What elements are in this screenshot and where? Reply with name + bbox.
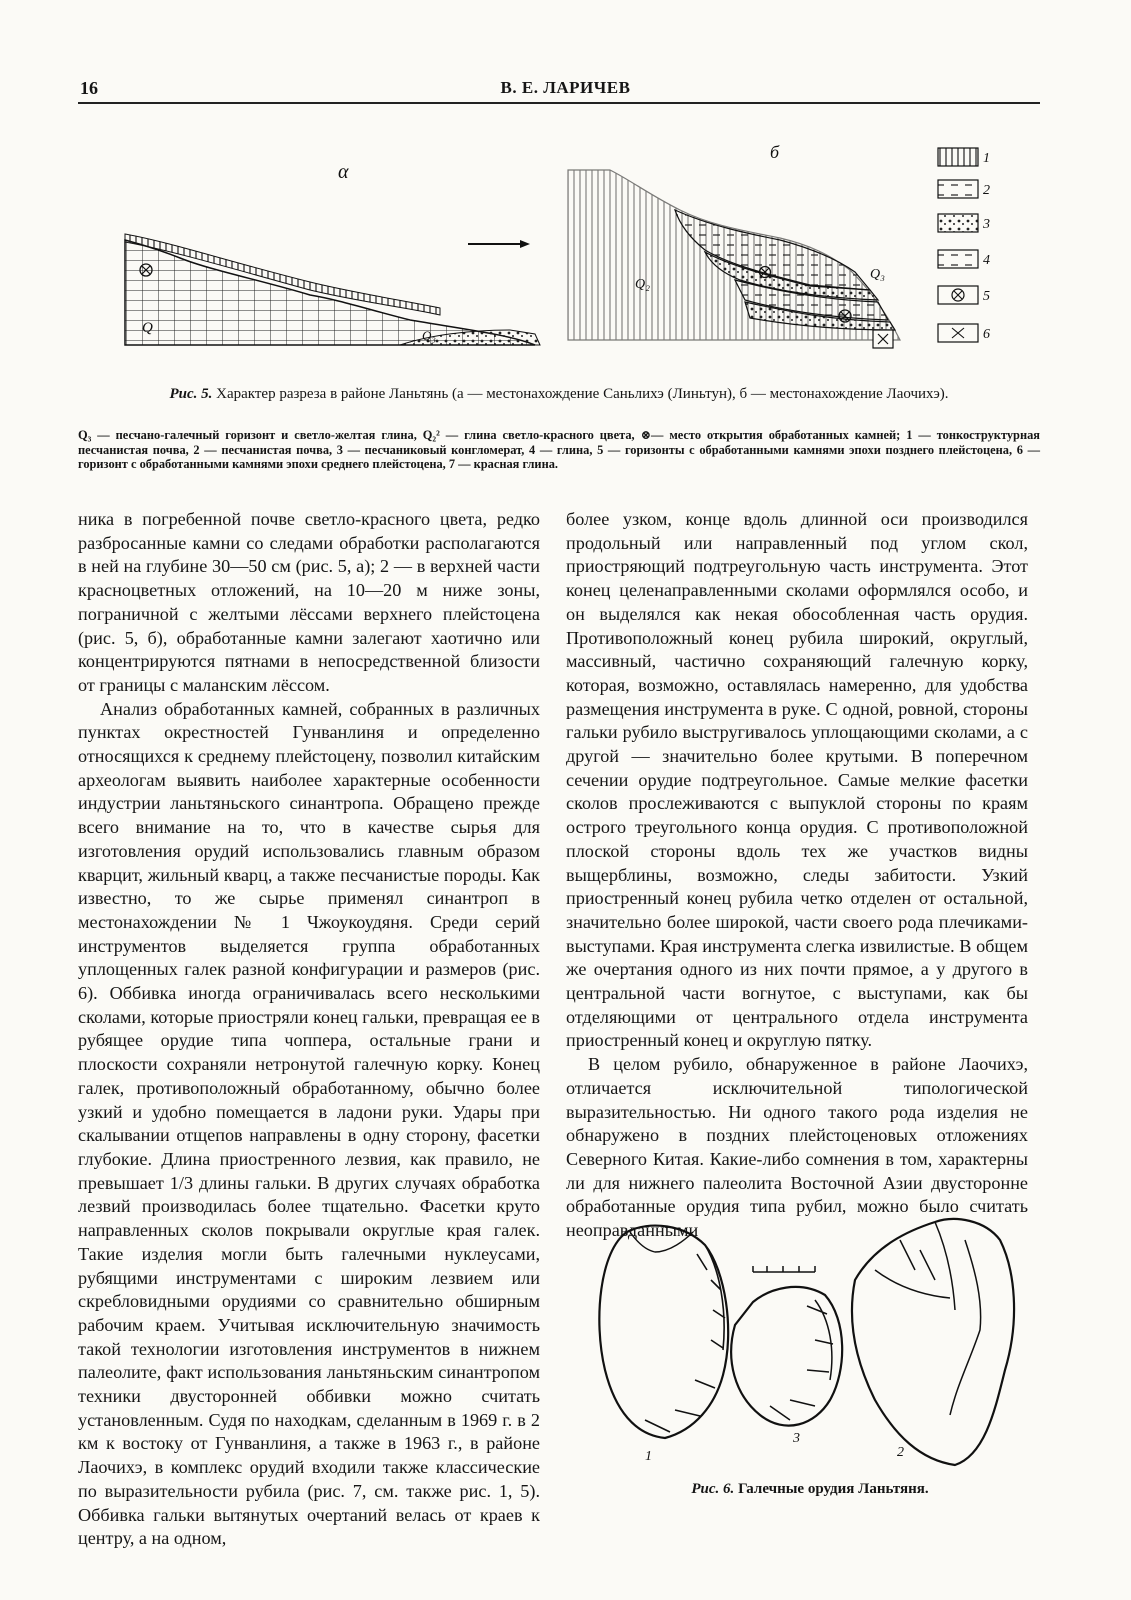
q3-label-b: Q₃ [870, 267, 885, 282]
left-paragraph-2: Анализ обработанных камней, собранных в различных пунктах окрестностей Гунванлиня и определенно относящихся к среднему плейстоцену, позволил китайским археологам выявить наиболее характерные особенности индустрии ланьтяньского синантропа. Обращено прежде всего внимание на то, что в качестве сырья для изготовления орудий использовались главным образом кварцит, жильный кварц, а также песчанистые породы. Как известно, то же сырье применял синантроп в местонахождении № 1 Чжоукоудяня. Среди серий инструментов выделяется группа обработанных уплощенных галек разной конфигурации и размеров (рис. 6). Оббивка иногда ограничивалась всего несколькими сколами, которые приостряли конец гальки, превращая ее в рубящее орудие типа чоппера, остальные грани и плоскости сохраняли нетронутой галечную корку. Конец галек, противоположный обработанному, обычно более узкий и удобно помещается в ладони руки. Удары при скалывании отщепов направлены в одну сторону, фасетки глубокие. Длина приостренного лезвия, как правило, не превышает 1/3 длины гальки. В других случаях обработка лезвий производилась более тщательно. Фасетки круто направленных сколов покрывали округлые края галек. Такие изделия могли быть галечными нуклеусами, рубящими инструментами с широким лезвием или скребловидными орудиями со сравнительно обширным рабочим краем. Учитывая исключительную значимость такой технологии изготовления инструментов в нижнем палеолите, факт использования ланьтяньским синантропом техники двусторонней оббивки можно считать установленным. Судя по находкам, сделанным в 1969 г. в 2 км к востоку от Гунванлиня, а также в 1963 г., в районе Лаочихэ, в комплекс орудий входили также классические по выразительности рубила (рис. 7, см. также рис. 1, 5). Оббивка гальки вытянутых очертаний велась от краев к центру, а на одном, [78, 698, 540, 1549]
q3-label-a: Q₃ [422, 328, 436, 343]
section-b [568, 170, 900, 348]
running-title: В. Е. ЛАРИЧЕВ [500, 78, 631, 97]
panel-a-label: α [338, 161, 349, 183]
q2-label-a: Q [142, 320, 153, 336]
header-rule [78, 102, 1040, 104]
tool-3-drawing [731, 1287, 842, 1446]
panel-b-label: б [770, 142, 780, 162]
figure-6-tools [575, 1210, 1045, 1478]
figure-5-caption [78, 384, 1040, 404]
tool-1-label: 1 [645, 1449, 652, 1464]
figure-5-caption-lead: Рис. 5. [169, 386, 213, 402]
scale-bar [753, 1266, 815, 1272]
section-a [125, 234, 540, 345]
left-column [78, 508, 540, 1551]
legend-num-6: 6 [983, 327, 990, 342]
legend-num-4: 4 [983, 253, 990, 268]
figure-5-caption-text: Характер разреза в районе Ланьтянь (а — местонахождение Саньлихэ (Линьтун), б — местонахождение Лаочихэ). [216, 386, 949, 402]
figure-6-caption-text: Галечные орудия Ланьтяня. [738, 1481, 929, 1497]
right-column [566, 508, 1028, 1243]
arrow-between-panels [468, 240, 530, 248]
tool-3-label: 3 [793, 1431, 800, 1446]
figure-5-legend-text: Q₃ — песчано-галечный горизонт и светло-желтая глина, Q₂² — глина светло-красного цвета, ⊗— место открытия обработанных камней; 1 — тонкоструктурная песчанистая почва, 2 — песчанистая почва, 3 — песчаниковый конгломерат, 4 — глина, 5 — горизонты с обработанными камнями эпохи позднего плейстоцена, 6 — горизонт с обработанными камнями эпохи среднего плейстоцена, 7 — красная глина. [78, 428, 1040, 471]
right-paragraph-2: В целом рубило, обнаруженное в районе Лаочихэ, отличается исключительной типологической выразительностью. Ни одного такого рода изделия не обнаружено в поздних плейстоценовых отложениях Северного Китая. Какие-либо сомнения в том, характерны ли для нижнего палеолита Восточной Азии двусторонне обработанные орудия типа рубил, можно было считать неоправданными [566, 1054, 1028, 1241]
legend-num-3: 3 [983, 217, 990, 232]
right-paragraph-1: более узком, конце вдоль длинной оси производился продольный или направленный под углом скол, приостряющий подтреугольную часть инструмента. Этот конец целенаправленными сколами оформлялся особо, и он выделялся как некая обособленная часть орудия. Противоположный конец рубила широкий, округлый, массивный, частично сохраняющий галечную корку, которая, возможно, оставлялась намеренно, для удобства размещения инструмента в руке. С одной, ровной, стороны гальки рубило выстругивалось уплощающими сколами, а с другой — значительно более крутыми. В поперечном сечении орудие подтреугольное. Самые мелкие фасетки сколов прослеживаются с выпуклой стороны по краям острого треугольного конца орудия. С противоположной плоской стороны вдоль тех же участков видны выщерблины, возможно, следы забитости. Узкий приостренный конец рубила четко отделен от остальной, значительно более широкой, части своего рода плечиками-выступами. Края инструмента слегка извилистые. В общем же очертания одного из них почти прямое, а у другого в центральной части вогнутое, с выступами, как бы отделяющими от центрального отдела инструмента приостренный конец и округлую пятку. [566, 509, 1028, 1051]
figure-5-legend [938, 148, 990, 342]
tool-2-drawing [852, 1219, 1014, 1465]
figure-6-caption-lead: Рис. 6. [691, 1481, 735, 1497]
figure-5-sections [110, 130, 1040, 380]
legend-num-5: 5 [983, 289, 990, 304]
q2-label-b: Q₂ [635, 277, 650, 292]
tool-2-label: 2 [897, 1445, 904, 1460]
page-number: 16 [80, 78, 98, 98]
left-paragraph-1: ника в погребенной почве светло-красного цвета, редко разбросанные камни со следами обработки располагаются в ней на глубине 30—50 см (рис. 5, а); 2 — в верхней части красноцветных отложений, на 10—20 м ниже зоны, пограничной с желтыми лёссами верхнего плейстоцена (рис. 5, б), обработанные камни залегают хаотично или концентрируются пятнами в непосредственной близости от границы с маланским лёссом. [78, 509, 540, 695]
legend-num-2: 2 [983, 183, 990, 198]
legend-num-1: 1 [983, 151, 990, 166]
figure-6-caption [575, 1481, 1045, 1498]
tool-1-drawing [599, 1226, 728, 1464]
